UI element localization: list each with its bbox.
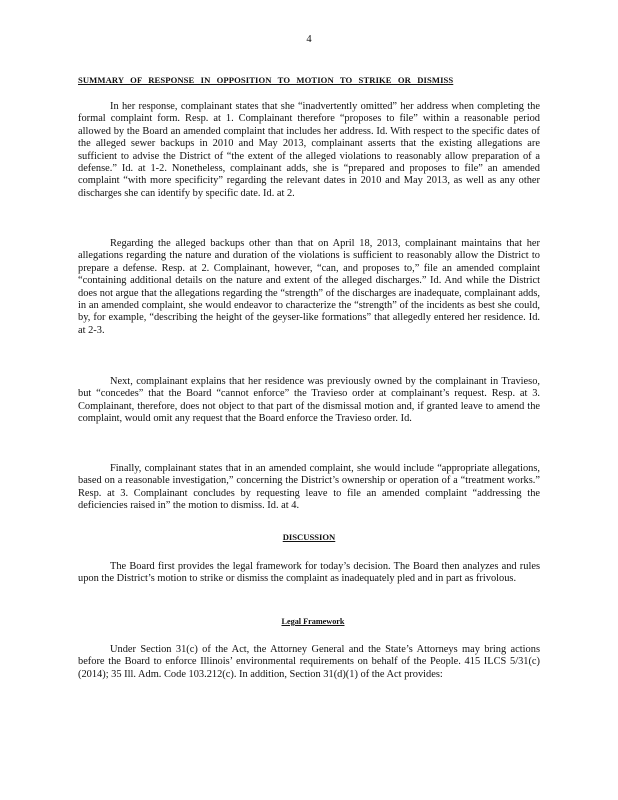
- paragraph-text: Regarding the alleged backups other than that on April 18, 2013, complainant maintains that her allegations regarding the nature and duration of the violations is sufficient to reasonably allow the District to prepare a defense. Resp. at 2. Complainant, however, “can, and proposes to,” file an amended complaint “containing additional details on the nature and extent of the alleged discharges.” Id. And while the District does not argue that the allegations regarding the “strength” of the discharges are inadequate, complainant adds, in an amended complaint, she would endeavor to characterize the “strength” of the incidents as best she could, by, for example, “describing the height of the geyser-like formations” that allegedly entered her residence. Id. at 2-3.: [78, 238, 540, 336]
- section-heading-discussion: DISCUSSION: [282, 532, 336, 542]
- paragraph-legal-framework: [78, 644, 540, 681]
- section-heading-summary: SUMMARY OF RESPONSE IN OPPOSITION TO MOTION TO STRIKE OR DISMISS: [78, 75, 454, 85]
- paragraph-text: Under Section 31(c) of the Act, the Attorney General and the State’s Attorneys may bring actions before the Board to enforce Illinois’ environmental requirements on behalf of the People. 415 ILCS 5/31(c) (2014); 35 Ill. Adm. Code 103.212(c). In addition, Section 31(d)(1) of the Act provides:: [78, 644, 540, 680]
- paragraph-text: The Board first provides the legal framework for today’s decision. The Board then analyzes and rules upon the District’s motion to strike or dismiss the complaint as inadequately pled and in part as frivolous.: [78, 561, 540, 585]
- paragraph-backups: [78, 238, 540, 337]
- page-number: 4: [306, 34, 312, 45]
- paragraph-text: Finally, complainant states that in an amended complaint, she would include “appropriate allegations, based on a reasonable investigation,” concerning the District’s ownership or operation of a “treatment works.” Resp. at 3. Complainant concludes by requesting leave to file an amended complaint “addressing the deficiencies raised in” the motion to dismiss. Id. at 4.: [78, 463, 540, 512]
- subsection-heading-legal-framework: Legal Framework: [281, 617, 345, 626]
- paragraph-text: In her response, complainant states that she “inadvertently omitted” her address when completing the formal complaint form. Resp. at 1. Complainant therefore “proposes to file” within a reasonable period allowed by the Board an amended complaint that includes her address. Id. With respect to the specific dates of the alleged sewer backups in 2010 and May 2013, complainant asserts that the existing allegations are sufficient to advise the District of “the extent of the alleged violations to reasonably allow preparation of a defense.” Id. at 1-2. Nonetheless, complainant adds, she is “prepared and proposes to file” an amended complaint “with more specificity” regarding the relevant dates in 2010 and May 2013, as well as any other discharges she can identify by specific date. Id. at 2.: [78, 101, 540, 199]
- paragraph-conclusion: [78, 463, 540, 513]
- paragraph-travieso: [78, 376, 540, 426]
- paragraph-response: [78, 101, 540, 200]
- paragraph-discussion: [78, 561, 540, 586]
- paragraph-text: Next, complainant explains that her residence was previously owned by the complainant in Travieso, but “concedes” that the Board “cannot enforce” the Travieso order at complainant’s request. Resp. at 3. Complainant, therefore, does not object to that part of the dismissal motion and, if granted leave to amend the complaint, would omit any request that the Board enforce the Travieso order. Id.: [78, 376, 540, 425]
